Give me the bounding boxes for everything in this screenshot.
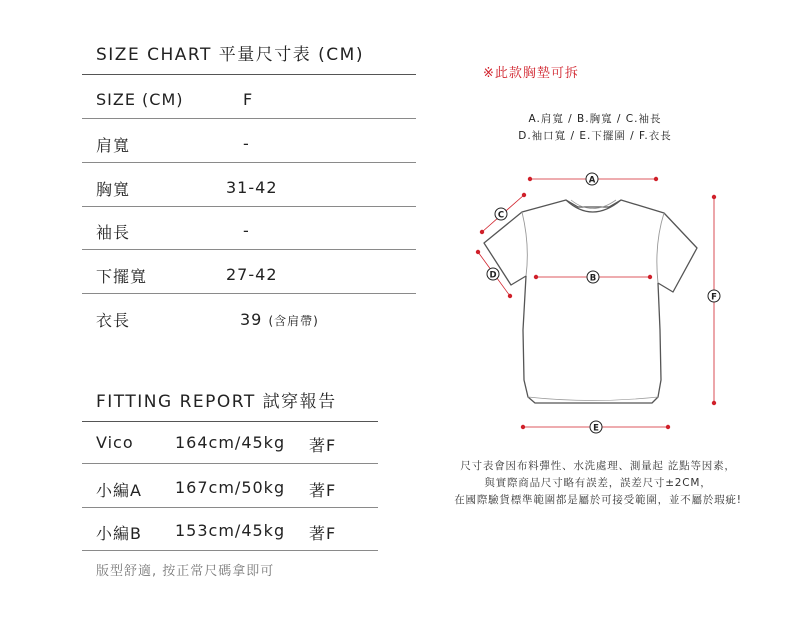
marker-b: B — [589, 273, 597, 284]
disclaimer-line-3: 在國際驗貨標準範圍都是屬於可接受範圍，並不屬於瑕疵! — [454, 494, 742, 506]
marker-d: D — [489, 270, 497, 281]
row-value-shoulder: - — [243, 134, 250, 153]
fitter-name: 小編B — [96, 524, 142, 543]
size-header-f: F — [243, 90, 254, 109]
legend-line-2: D.袖口寬 / E.下擺圍 / F.衣長 — [518, 130, 672, 142]
tshirt-outline — [484, 200, 697, 403]
measurement-disclaimer — [430, 458, 766, 509]
fitter-stats: 153cm/45kg — [175, 521, 286, 540]
row-value-hem: 27-42 — [226, 265, 278, 284]
size-header-label: SIZE (CM) — [96, 90, 184, 109]
fitter-stats: 164cm/45kg — [175, 433, 286, 452]
row-value-chest: 31-42 — [226, 178, 278, 197]
fitter-size: 著F — [309, 436, 337, 455]
fitter-name: Vico — [96, 433, 134, 452]
row-label-sleeve: 袖長 — [96, 223, 131, 242]
marker-c: C — [497, 210, 505, 221]
marker-e: E — [593, 423, 599, 434]
legend-line-1: A.肩寬 / B.胸寬 / C.袖長 — [528, 113, 662, 125]
fitter-stats: 167cm/50kg — [175, 478, 286, 497]
fitting-report-title: FITTING REPORT 試穿報告 — [96, 392, 337, 412]
fitter-name: 小編A — [96, 481, 142, 500]
size-chart-title: SIZE CHART 平量尺寸表 (CM) — [96, 45, 364, 65]
row-label-hem: 下擺寬 — [96, 267, 148, 286]
row-value-length-number: 39 — [240, 310, 263, 329]
removable-pad-note: ※此款胸墊可拆 — [483, 66, 579, 81]
marker-a: A — [588, 175, 596, 186]
row-value-length-note: (含肩帶) — [268, 314, 319, 328]
fit-note: 版型舒適, 按正常尺碼拿即可 — [96, 564, 275, 579]
row-label-shoulder: 肩寬 — [96, 136, 131, 155]
marker-f: F — [711, 292, 717, 303]
fitter-size: 著F — [309, 481, 337, 500]
disclaimer-line-1: 尺寸表會因布料彈性、水洗處理、測量起 訖點等因素， — [460, 460, 736, 472]
row-value-sleeve: - — [243, 221, 250, 240]
disclaimer-line-2: 與實際商品尺寸略有誤差，誤差尺寸±2CM， — [484, 477, 712, 489]
row-label-chest: 胸寬 — [96, 180, 131, 199]
row-label-length: 衣長 — [96, 311, 131, 330]
fitter-size: 著F — [309, 524, 337, 543]
